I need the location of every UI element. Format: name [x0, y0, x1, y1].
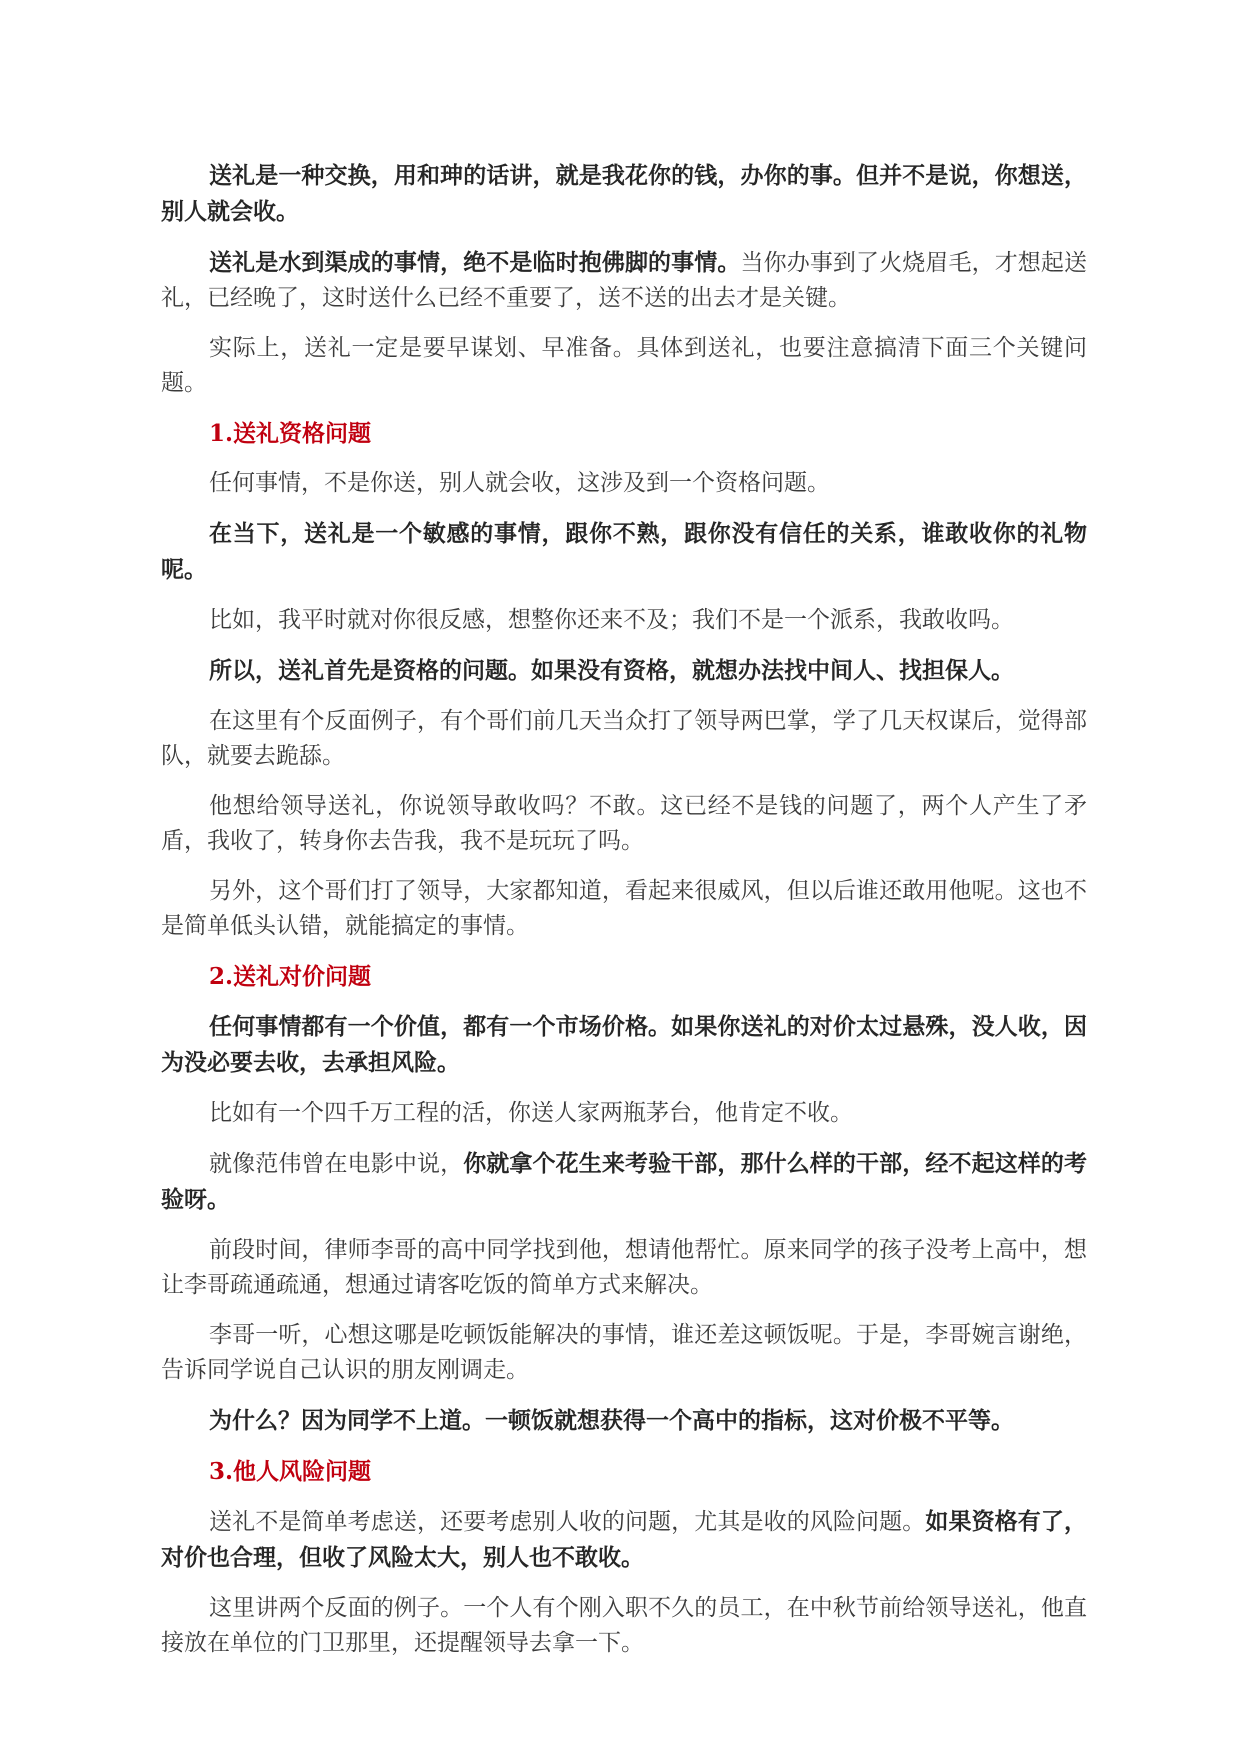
section-heading-1: [161, 416, 1087, 451]
body-text: 比如，我平时就对你很反感，想整你还来不及；我们不是一个派系，我敢收吗。: [209, 607, 1014, 633]
body-text: 当你办事到了火烧眉毛，才想起送礼，已经晚了，这时送什么已经不重要了，送不送的出去才是关键。: [161, 250, 1088, 311]
paragraph: [161, 603, 1087, 638]
bold-text: 所以，送礼首先是资格的问题。如果没有资格，就想办法找中间人、找担保人。: [209, 657, 1014, 684]
document-body: [161, 158, 1087, 1676]
body-text: 比如有一个四千万工程的活，你送人家两瓶茅台，他肯定不收。: [209, 1100, 853, 1126]
paragraph: [161, 1318, 1087, 1388]
body-text: 他想给领导送礼，你说领导敢收吗？不敢。这已经不是钱的问题了，两个人产生了矛盾，我收了，转身你去告我，我不是玩玩了吗。: [161, 793, 1087, 854]
paragraph: [161, 466, 1087, 501]
bold-text: 任何事情都有一个价值，都有一个市场价格。如果你送礼的对价太过悬殊，没人收，因为没必要去收，去承担风险。: [161, 1013, 1087, 1076]
paragraph: [161, 704, 1087, 774]
bold-text: 送礼是水到渠成的事情，绝不是临时抱佛脚的事情。: [209, 249, 741, 276]
body-text: 送礼不是简单考虑送，还要考虑别人收的问题，尤其是收的风险问题。: [209, 1509, 926, 1535]
body-text: 就像范伟曾在电影中说，: [209, 1151, 464, 1177]
bold-text: 2.送礼对价问题: [209, 963, 372, 990]
paragraph: [161, 516, 1087, 588]
bold-text: 1.送礼资格问题: [209, 420, 372, 447]
paragraph: [161, 1233, 1087, 1303]
paragraph: [161, 245, 1087, 316]
paragraph: [161, 653, 1087, 689]
paragraph: [161, 1504, 1087, 1576]
paragraph: [161, 1591, 1087, 1661]
body-text: 李哥一听，心想这哪是吃顿饭能解决的事情，谁还差这顿饭呢。于是，李哥婉言谢绝，告诉同学说自己认识的朋友刚调走。: [161, 1322, 1087, 1383]
paragraph: [161, 1403, 1087, 1439]
bold-text: 在当下，送礼是一个敏感的事情，跟你不熟，跟你没有信任的关系，谁敢收你的礼物呢。: [161, 520, 1087, 583]
bold-text: 3.他人风险问题: [209, 1458, 372, 1485]
body-text: 另外，这个哥们打了领导，大家都知道，看起来很威风，但以后谁还敢用他呢。这也不是简单低头认错，就能搞定的事情。: [161, 878, 1087, 939]
paragraph: [161, 1009, 1087, 1081]
bold-text: 如果资格有了，对价也合理，但收了风险太大，别人也不敢收。: [161, 1508, 1088, 1571]
paragraph: [161, 874, 1087, 944]
paragraph: [161, 1146, 1087, 1218]
bold-text: 为什么？因为同学不上道。一顿饭就想获得一个高中的指标，这对价极不平等。: [209, 1407, 1014, 1434]
section-heading-3: [161, 1454, 1087, 1489]
paragraph: [161, 789, 1087, 859]
body-text: 在这里有个反面例子，有个哥们前几天当众打了领导两巴掌，学了几天权谋后，觉得部队，就要去跪舔。: [161, 708, 1087, 769]
bold-text: 你就拿个花生来考验干部，那什么样的干部，经不起这样的考验呀。: [161, 1150, 1088, 1213]
body-text: 任何事情，不是你送，别人就会收，这涉及到一个资格问题。: [209, 470, 830, 496]
paragraph: [161, 158, 1087, 230]
body-text: 这里讲两个反面的例子。一个人有个刚入职不久的员工，在中秋节前给领导送礼，他直接放在单位的门卫那里，还提醒领导去拿一下。: [161, 1595, 1087, 1656]
paragraph: [161, 1096, 1087, 1131]
bold-text: 送礼是一种交换，用和珅的话讲，就是我花你的钱，办你的事。但并不是说，你想送，别人就会收。: [161, 162, 1087, 225]
paragraph: [161, 331, 1087, 401]
body-text: 前段时间，律师李哥的高中同学找到他，想请他帮忙。原来同学的孩子没考上高中，想让李哥疏通疏通，想通过请客吃饭的简单方式来解决。: [161, 1237, 1087, 1298]
body-text: 实际上，送礼一定是要早谋划、早准备。具体到送礼，也要注意搞清下面三个关键问题。: [161, 335, 1087, 396]
section-heading-2: [161, 959, 1087, 994]
